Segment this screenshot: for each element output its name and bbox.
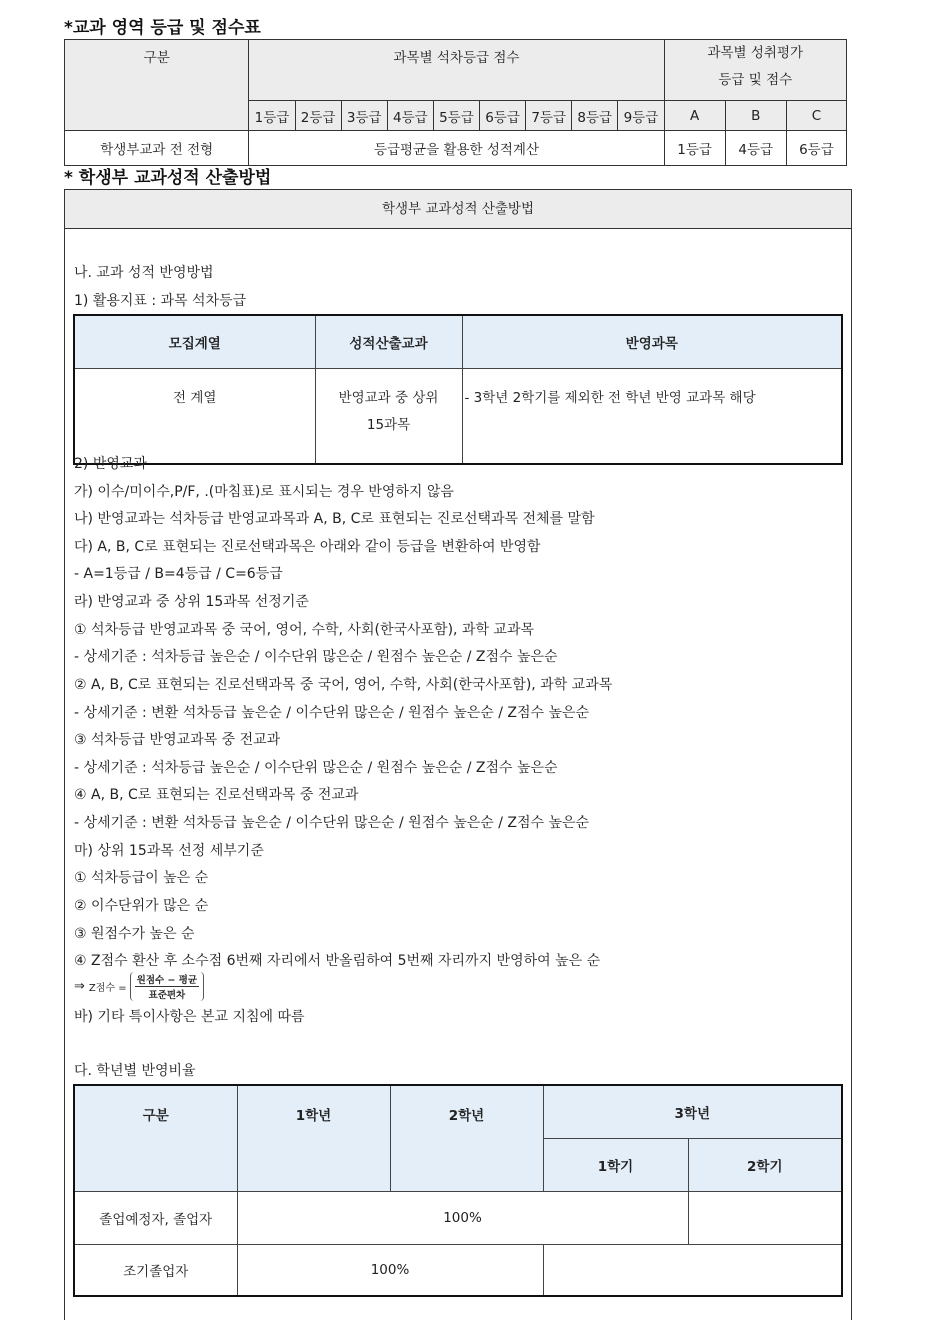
grade-header: 8등급 <box>572 101 618 131</box>
text-line: ② A, B, C로 표현되는 진로선택과목 중 국어, 영어, 수학, 사회(한국사포함), 과학 교과목 <box>74 677 613 693</box>
text-line: 바) 기타 특이사항은 본교 지침에 따름 <box>74 1009 305 1025</box>
text-line: ④ A, B, C로 표현되는 진로선택과목 중 전교과 <box>74 787 359 803</box>
text-line: - 상세기준 : 변환 석차등급 높은순 / 이수단위 많은순 / 원점수 높은순 / Z점수 높은순 <box>74 705 590 721</box>
text-line: ④ Z점수 환산 후 소수점 6번째 자리에서 반올림하여 5번째 자리까지 반영하여 높은 순 <box>74 953 601 969</box>
ratio-header-gubun: 구분 <box>74 1085 237 1192</box>
header-gubun: 구분 <box>65 40 249 131</box>
text-line: ① 석차등급 반영교과목 중 국어, 영어, 수학, 사회(한국사포함), 과학 교과목 <box>74 622 534 638</box>
text-line: - 상세기준 : 석차등급 높은순 / 이수단위 많은순 / 원점수 높은순 / Z점수 높은순 <box>74 760 558 776</box>
grade-header: 3등급 <box>341 101 387 131</box>
achievement-level-header: B <box>725 101 786 131</box>
formula-lhs: Z점수 = <box>88 983 127 994</box>
formula-fraction <box>130 972 204 1001</box>
grade-header: 5등급 <box>433 101 479 131</box>
text-line: 2) 반영교과 <box>74 456 147 472</box>
ratio-header-sem1: 1학기 <box>543 1139 688 1192</box>
header-achievement-line2: 등급 및 점수 <box>718 72 793 88</box>
achievement-value: 1등급 <box>664 131 725 166</box>
text-line: 라) 반영교과 중 상위 15과목 선정기준 <box>74 594 309 610</box>
ratio-row-value: 100% <box>237 1245 543 1297</box>
text-line: 가) 이수/미이수,P/F, .(마침표)로 표시되는 경우 반영하지 않음 <box>74 484 454 500</box>
text-line: ③ 석차등급 반영교과목 중 전교과 <box>74 732 281 748</box>
table-header: 성적산출교과 <box>315 315 462 369</box>
text-line: 나) 반영교과는 석차등급 반영교과목과 A, B, C로 표현되는 진로선택과목 전체를 말함 <box>74 511 595 527</box>
achievement-value: 6등급 <box>786 131 846 166</box>
header-achievement-line1: 과목별 성취평가 <box>707 45 804 61</box>
header-achievement <box>664 40 846 101</box>
table-cell: - 3학년 2학기를 제외한 전 학년 반영 교과목 해당 <box>462 369 842 465</box>
text-line: - 상세기준 : 변환 석차등급 높은순 / 이수단위 많은순 / 원점수 높은순 / Z점수 높은순 <box>74 815 590 831</box>
text-line: 마) 상위 15과목 선정 세부기준 <box>74 843 264 859</box>
text-line: 1) 활용지표 : 과목 석차등급 <box>74 293 247 309</box>
text-line: ③ 원점수가 높은 순 <box>74 926 195 942</box>
grade-header: 6등급 <box>479 101 525 131</box>
table-header: 모집계열 <box>74 315 315 369</box>
z-score-formula <box>74 972 204 1001</box>
grade-header: 7등급 <box>526 101 572 131</box>
recruit-field-table <box>73 314 843 465</box>
grade-header: 4등급 <box>387 101 433 131</box>
subsection-title: 나. 교과 성적 반영방법 <box>74 265 214 281</box>
table-cell: 반영교과 중 상위 15과목 <box>315 369 462 465</box>
calc-method-box-header: 학생부 교과성적 산출방법 <box>65 190 851 229</box>
text-line: - A=1등급 / B=4등급 / C=6등급 <box>74 566 283 582</box>
ratio-header-sem2: 2학기 <box>688 1139 842 1192</box>
achievement-level-header: C <box>786 101 846 131</box>
section-title-grade-table: *교과 영역 등급 및 점수표 <box>64 18 261 38</box>
row-label: 학생부교과 전 전형 <box>65 131 249 166</box>
ratio-header-year3: 3학년 <box>543 1085 842 1139</box>
section-title-calc-method: * 학생부 교과성적 산출방법 <box>64 168 272 188</box>
table-header: 반영과목 <box>462 315 842 369</box>
grade-header: 9등급 <box>618 101 664 131</box>
ratio-row-label: 졸업예정자, 졸업자 <box>74 1192 237 1245</box>
formula-numerator: 원점수 − 평균 <box>135 972 199 987</box>
text-line: ① 석차등급이 높은 순 <box>74 870 209 886</box>
ratio-empty-cell <box>688 1192 842 1245</box>
text-line: ② 이수단위가 많은 순 <box>74 898 209 914</box>
text-line: - 상세기준 : 석차등급 높은순 / 이수단위 많은순 / 원점수 높은순 / Z점수 높은순 <box>74 649 558 665</box>
text-line: 다) A, B, C로 표현되는 진로선택과목은 아래와 같이 등급을 변환하여 반영함 <box>74 539 541 555</box>
grade-score-table <box>64 39 847 166</box>
grade-ratio-table <box>73 1084 843 1297</box>
grade-header: 1등급 <box>249 101 295 131</box>
ratio-header-year2: 2학년 <box>390 1085 543 1192</box>
ratio-row-label: 조기졸업자 <box>74 1245 237 1297</box>
achievement-value: 4등급 <box>725 131 786 166</box>
row-rank-text: 등급평균을 활용한 성적계산 <box>249 131 664 166</box>
header-rank-score: 과목별 석차등급 점수 <box>249 40 664 101</box>
ratio-header-year1: 1학년 <box>237 1085 390 1192</box>
ratio-empty-cell <box>543 1245 842 1297</box>
ratio-row-value: 100% <box>237 1192 688 1245</box>
table-cell: 전 계열 <box>74 369 315 465</box>
arrow-icon: ⇒ <box>74 979 85 994</box>
achievement-level-header: A <box>664 101 725 131</box>
formula-denominator: 표준편차 <box>148 990 186 1001</box>
subsection-title: 다. 학년별 반영비율 <box>74 1063 196 1079</box>
grade-header: 2등급 <box>295 101 341 131</box>
